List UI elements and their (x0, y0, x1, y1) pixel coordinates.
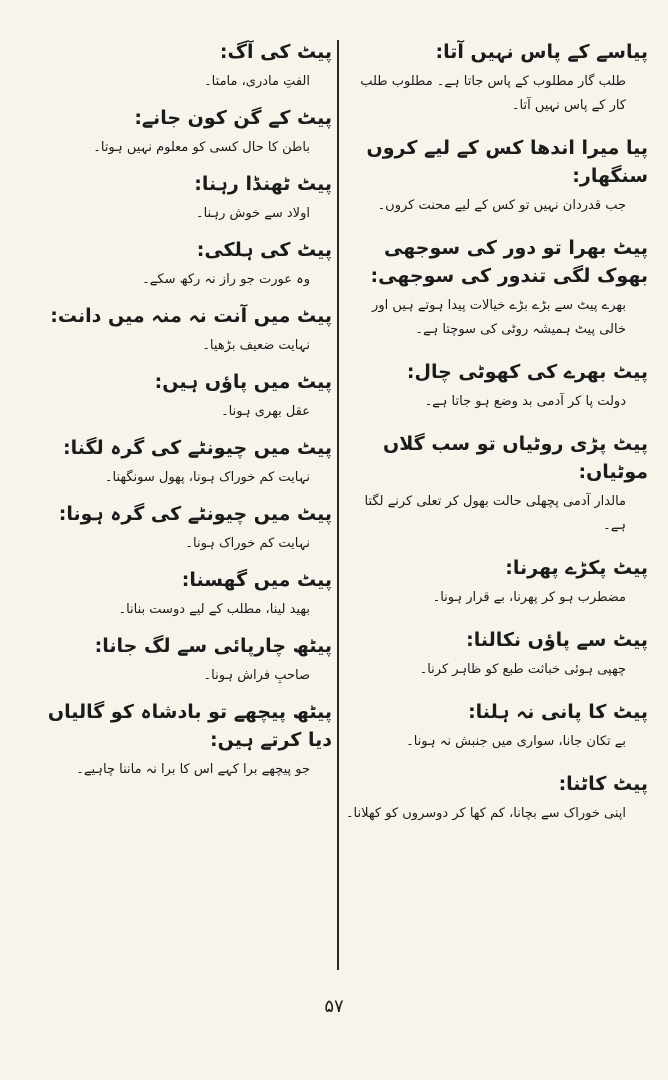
entry (40, 632, 332, 688)
entry (345, 134, 648, 218)
idiom-meaning: بے تکان جانا، سواری میں جنبش نہ ہونا۔ (406, 734, 626, 749)
page-number: ۵۷ (324, 996, 344, 1017)
idiom-meaning: نہایت ضعیف بڑھیا۔ (202, 338, 310, 353)
entry (345, 430, 648, 538)
idiom-heading: پیٹ کا پانی نہ ہلنا: (468, 701, 648, 723)
idiom-meaning: نہایت کم خوراک ہونا، پھول سونگھنا۔ (104, 470, 310, 485)
idiom-heading: پیٹ سے پاؤں نکالنا: (466, 629, 648, 651)
idiom-meaning: نہایت کم خوراک ہونا۔ (185, 536, 310, 551)
idiom-heading: پیٹ میں چیونٹے کی گرہ ہونا: (58, 503, 332, 525)
idiom-meaning: جب قدردان نہیں تو کس کے لیے محنت کروں۔ (377, 198, 626, 213)
idiom-meaning: بھرے پیٹ سے بڑے بڑے خیالات پیدا ہوتے ہیں اور خالی پیٹ ہمیشہ روٹی کی سوچتا ہے۔ (372, 298, 626, 337)
idiom-heading: پیٹ بھرے کی کھوٹی چال: (406, 361, 648, 383)
entry (40, 368, 332, 424)
entry (345, 358, 648, 414)
entry (40, 566, 332, 622)
idiom-heading: پیٹ کے گن کون جانے: (134, 107, 332, 129)
entry (345, 626, 648, 682)
idiom-meaning: بھید لینا، مطلب کے لیے دوست بنانا۔ (118, 602, 310, 617)
idiom-heading: پیٹ بھرا تو دور کی سوجھی بھوک لگی تندور کی سوجھی: (370, 237, 648, 287)
entry (40, 38, 332, 94)
entry (345, 38, 648, 118)
column-divider (337, 40, 339, 970)
idiom-heading: پیٹ ٹھنڈا رہنا: (194, 173, 332, 195)
idiom-heading: پیٹ کاٹنا: (558, 773, 648, 795)
entry (40, 236, 332, 292)
idiom-heading: پیٹ میں چیونٹے کی گرہ لگنا: (62, 437, 332, 459)
idiom-heading: پیا میرا اندھا کس کے لیے کروں سنگھار: (366, 137, 648, 187)
idiom-meaning: اولاد سے خوش رہنا۔ (195, 206, 310, 221)
entry (40, 500, 332, 556)
entry (345, 554, 648, 610)
idiom-meaning: چھپی ہوئی خباثت طبع کو ظاہر کرنا۔ (419, 662, 626, 677)
idiom-meaning: طلب گار مطلوب کے پاس جاتا ہے۔ مطلوب طلب کار کے پاس نہیں آتا۔ (360, 74, 626, 113)
entry (40, 434, 332, 490)
entry (345, 698, 648, 754)
idiom-meaning: عقل بھری ہونا۔ (221, 404, 310, 419)
idiom-heading: پیٹ کی آگ: (219, 41, 332, 63)
idiom-heading: پیٹ میں پاؤں ہیں: (154, 371, 332, 393)
entry (345, 770, 648, 826)
idiom-meaning: دولت پا کر آدمی بد وضع ہو جاتا ہے۔ (424, 394, 626, 409)
entry (345, 234, 648, 342)
entry (40, 170, 332, 226)
right-column (345, 38, 648, 842)
idiom-meaning: صاحبِ فراش ہونا۔ (203, 668, 310, 683)
entry (40, 698, 332, 782)
idiom-meaning: باطن کا حال کسی کو معلوم نہیں ہوتا۔ (93, 140, 310, 155)
idiom-heading: پیٹ میں آنت نہ منہ میں دانت: (50, 305, 332, 327)
idiom-meaning: اپنی خوراک سے بچانا، کم کھا کر دوسروں کو کھلانا۔ (345, 806, 626, 821)
idiom-meaning: جو پیچھے برا کہے اس کا برا نہ ماننا چاہیے۔ (76, 762, 310, 777)
left-column (40, 38, 332, 792)
idiom-meaning: الفتِ مادری، مامتا۔ (204, 74, 310, 89)
entry (40, 302, 332, 358)
idiom-heading: پیٹھ پیچھے تو بادشاہ کو گالیاں دیا کرتے ہیں: (47, 701, 332, 751)
idiom-heading: پیٹھ چارپائی سے لگ جانا: (94, 635, 332, 657)
idiom-heading: پیٹ پڑی روٹیاں تو سب گلاں موٹیاں: (383, 433, 648, 483)
idiom-meaning: وہ عورت جو راز نہ رکھ سکے۔ (142, 272, 310, 287)
idiom-heading: پیٹ میں گھسنا: (181, 569, 332, 591)
idiom-heading: پیاسے کے پاس نہیں آتا: (435, 41, 648, 63)
idiom-heading: پیٹ پکڑے پھرنا: (505, 557, 648, 579)
idiom-meaning: مضطرب ہو کر پھرنا، بے قرار ہونا۔ (432, 590, 626, 605)
idiom-meaning: مالدار آدمی پچھلی حالت بھول کر تعلی کرنے لگتا ہے۔ (364, 494, 626, 533)
idiom-heading: پیٹ کی ہلکی: (196, 239, 332, 261)
entry (40, 104, 332, 160)
